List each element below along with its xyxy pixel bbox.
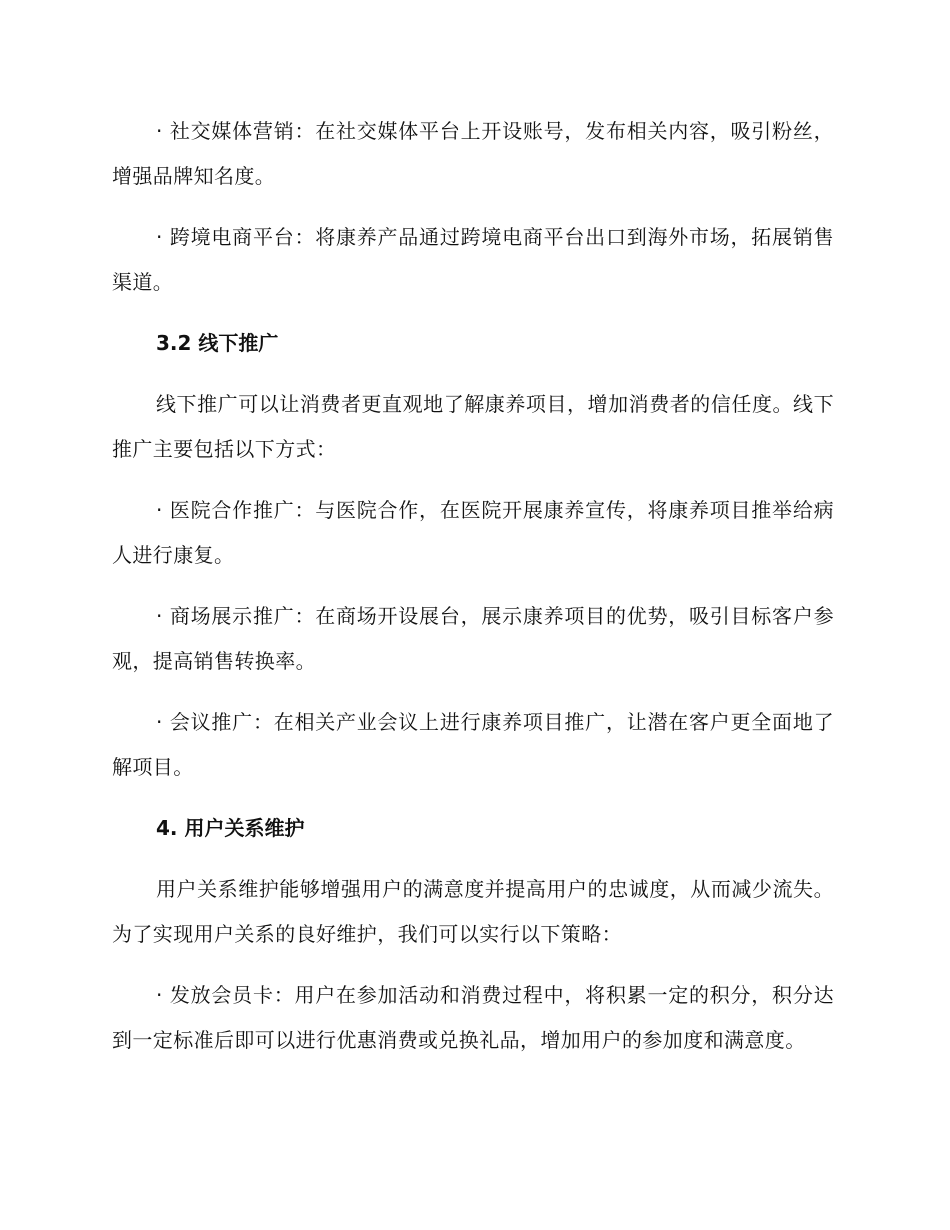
heading-offline-promotion: 3.2 线下推广 xyxy=(156,331,279,355)
paragraph-cross-border-ecommerce: · 跨境电商平台：将康养产品通过跨境电商平台出口到海外市场，拓展销售渠道。 xyxy=(112,225,834,294)
paragraph-offline-intro: 线下推广可以让消费者更直观地了解康养项目，增加消费者的信任度。线下推广主要包括以下方式： xyxy=(112,392,834,461)
paragraph-hospital-cooperation: · 医院合作推广：与医院合作，在医院开展康养宣传，将康养项目推举给病人进行康复。 xyxy=(112,498,834,567)
paragraph-membership-card: · 发放会员卡：用户在参加活动和消费过程中，将积累一定的积分，积分达到一定标准后即可以进行优惠消费或兑换礼品，增加用户的参加度和满意度。 xyxy=(112,983,834,1052)
paragraph-conference-promotion: · 会议推广：在相关产业会议上进行康养项目推广，让潜在客户更全面地了解项目。 xyxy=(112,710,834,779)
heading-user-relationship: 4. 用户关系维护 xyxy=(156,816,305,840)
paragraph-user-relationship-intro: 用户关系维护能够增强用户的满意度并提高用户的忠诚度，从而减少流失。为了实现用户关系的良好维护，我们可以实行以下策略： xyxy=(112,877,834,946)
document-page xyxy=(112,109,834,1079)
paragraph-social-media-marketing: · 社交媒体营销：在社交媒体平台上开设账号，发布相关内容，吸引粉丝，增强品牌知名度。 xyxy=(112,119,834,188)
paragraph-mall-display: · 商场展示推广：在商场开设展台，展示康养项目的优势，吸引目标客户参观，提高销售转换率。 xyxy=(112,604,834,673)
